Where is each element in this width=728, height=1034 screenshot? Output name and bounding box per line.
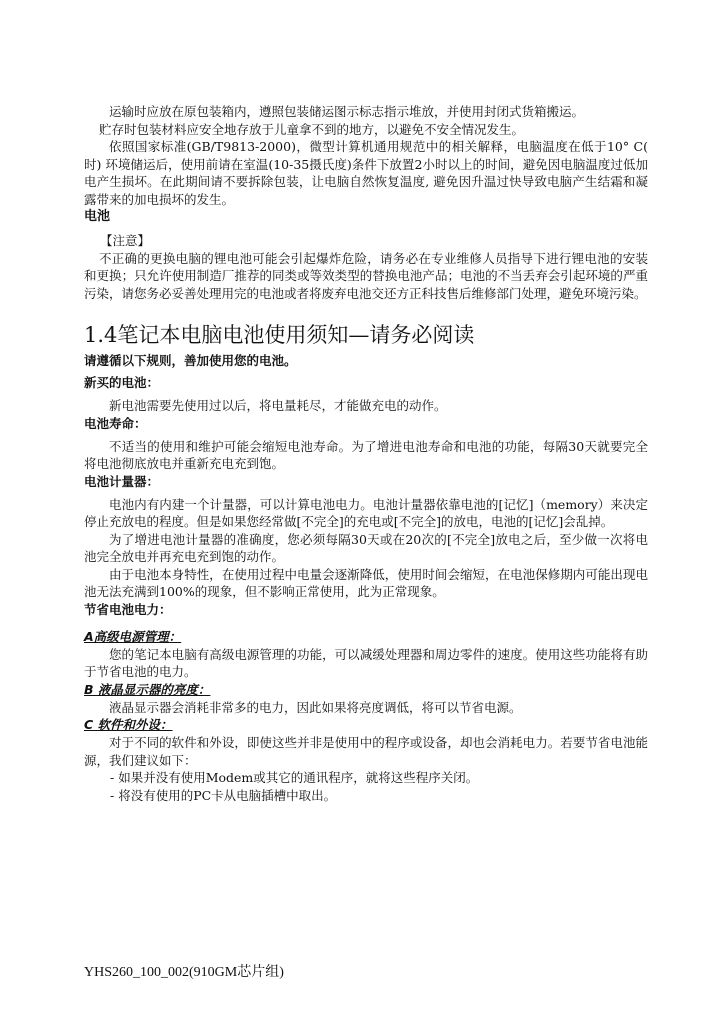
- transport-paragraph: 运输时应放在原包装箱内，遵照包装储运图示标志指示堆放，并使用封闭式货箱搬运。: [109, 104, 585, 119]
- battery-meter-text-1: 电池内有内建一个计量器，可以计算电池电力。电池计量器依靠电池的[记忆]（memory）来决定停止充放电的程度。但是如果您经常做[不完全]的充电或[不完全]的放电，电池的[记忆]会乱掉。: [84, 496, 648, 529]
- battery-life-heading: 电池寿命：: [84, 415, 147, 431]
- lcd-brightness-heading: B 液晶显示器的亮度：: [84, 681, 211, 697]
- section-lead: 请遵循以下规则，善加使用您的电池。: [84, 353, 297, 368]
- battery-heading: 电池: [84, 209, 111, 224]
- new-battery-text: 新电池需要先使用过以后，将电量耗尽，才能做充电的动作。: [109, 398, 447, 413]
- battery-meter-heading: 电池计量器：: [84, 473, 160, 489]
- lcd-brightness-text: 液晶显示器会消耗非常多的电力，因此如果将亮度调低，将可以节省电源。: [109, 699, 522, 715]
- section-title: 1.4笔记本电脑电池使用须知—请务必阅读: [84, 323, 475, 347]
- software-peripherals-heading: C 软件和外设：: [84, 717, 173, 732]
- document-body: [84, 103, 648, 804]
- storage-paragraph: 贮存时包装材料应安全地存放于儿童拿不到的地方，以避免不安全情况发生。: [99, 121, 525, 137]
- list-item: - 如果并没有使用Modem或其它的通讯程序，就将这些程序关闭。: [110, 770, 479, 785]
- battery-meter-text-3: 由于电池本身特性，在使用过程中电量会逐渐降低，使用时间会缩短，在电池保修期内可能出现电池无法充满到100%的现象，但不影响正常使用，此为正常现象。: [84, 566, 648, 599]
- battery-warning-paragraph: 不正确的更换电脑的锂电池可能会引起爆炸危险，请务必在专业维修人员指导下进行锂电池的安装和更换；只允许使用制造厂推荐的同类或等效类型的替换电池产品；电池的不当丢弃会引起环境的严重污染，请您务必妥善处理用完的电池或者将废弃电池交还方正科技售后维修部门处理，避免环境污染。: [84, 250, 648, 301]
- list-item: - 将没有使用的PC卡从电脑插槽中取出。: [110, 787, 337, 803]
- battery-life-text: 不适当的使用和维护可能会缩短电池寿命。为了增进电池寿命和电池的功能，每隔30天就要完全将电池彻底放电并重新充电充到饱。: [84, 438, 648, 471]
- note-label: 【注意】: [100, 233, 151, 248]
- new-battery-heading: 新买的电池：: [84, 375, 160, 390]
- battery-meter-text-2: 为了增进电池计量器的准确度，您必须每隔30天或在20次的[不完全]放电之后，至少做一次将电池完全放电并再充电充到饱的动作。: [84, 531, 648, 564]
- page-footer: YHS260_100_002(910GM芯片组): [84, 965, 284, 980]
- temperature-paragraph: 依照国家标准(GB/T9813-2000)，微型计算机通用规范中的相关解释，电脑温度在低于10° C( 时) 环境储运后，使用前请在室温(10-35摄氏度)条件下放置2小时以上的时间，避免因电脑温度过低加电产生损坏。在此期间请不要拆除包装，让电脑自然恢复温度, 避免因升温过快导致电脑产生结霜和凝露带来的加电损坏的发生。: [84, 139, 648, 207]
- save-power-heading: 节省电池电力：: [84, 601, 172, 617]
- advanced-power-text: 您的笔记本电脑有高级电源管理的功能，可以减缓处理器和周边零件的速度。使用这些功能将有助于节省电池的电力。: [84, 646, 648, 679]
- advanced-power-heading: A高级电源管理：: [84, 628, 182, 644]
- software-peripherals-text: 对于不同的软件和外设，即使这些并非是使用中的程序或设备，却也会消耗电力。若要节省电池能源，我们建议如下：: [84, 735, 648, 768]
